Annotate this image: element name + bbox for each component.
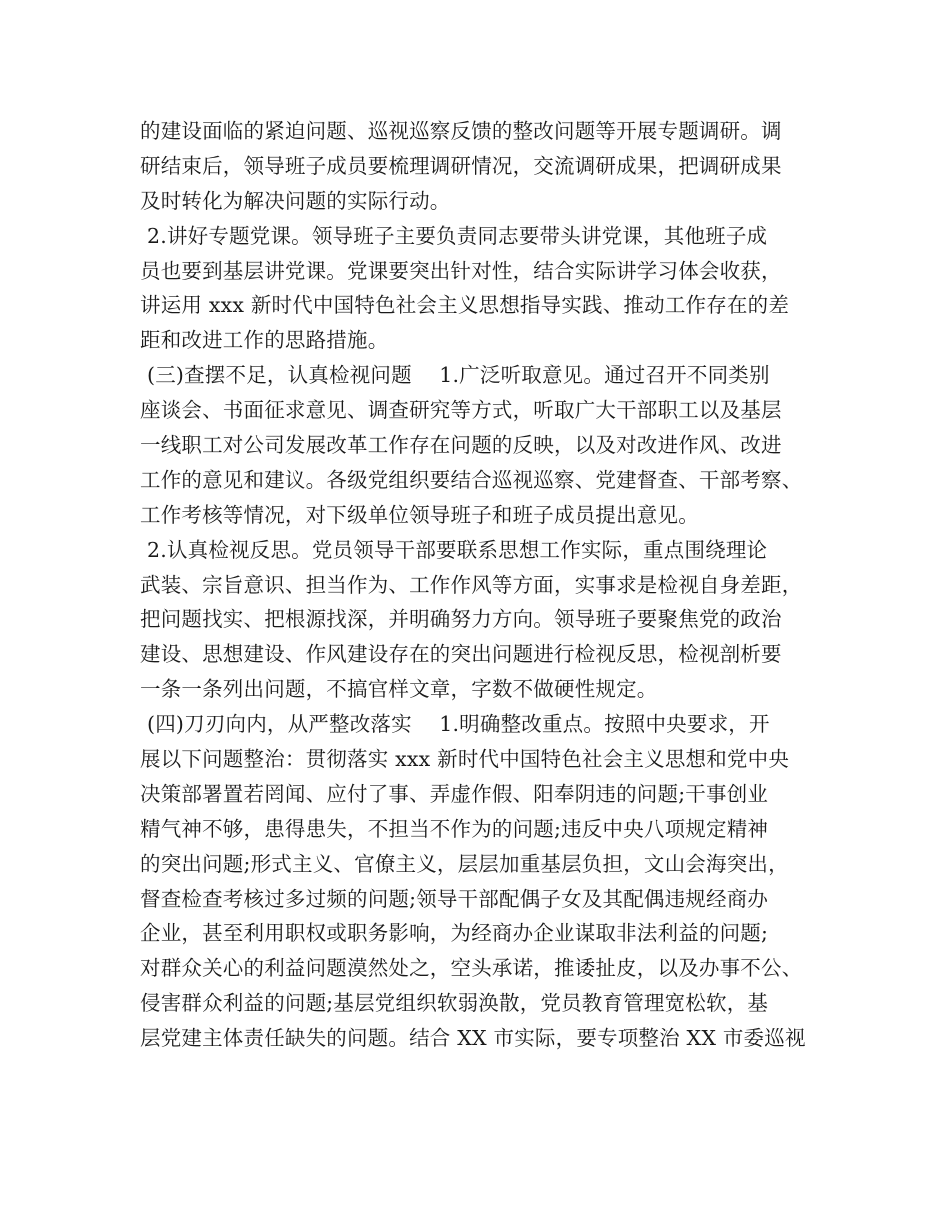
text-line: 座谈会、书面征求意见、调查研究等方式，听取广大干部职工以及基层 bbox=[140, 398, 782, 423]
text-line: 督查检查考核过多过频的问题;领导干部配偶子女及其配偶违规经商办 bbox=[140, 886, 769, 911]
text-line: (四)刀刃向内，从严整改落实 1.明确整改重点。按照中央要求，开 bbox=[147, 712, 770, 737]
text-line: 一条一条列出问题，不搞官样文章，字数不做硬性规定。 bbox=[140, 677, 658, 702]
text-line: 层党建主体责任缺失的问题。结合 XX 市实际，要专项整治 XX 市委巡视 bbox=[140, 1026, 806, 1051]
text-line: 员也要到基层讲党课。党课要突出针对性，结合实际讲学习体会收获， bbox=[140, 258, 782, 283]
text-line: 及时转化为解决问题的实际行动。 bbox=[140, 188, 451, 213]
text-line: 对群众关心的利益问题漠然处之，空头承诺，推诿扯皮，以及办事不公、 bbox=[140, 956, 803, 981]
text-line: 讲运用 xxx 新时代中国特色社会主义思想指导实践、推动工作存在的差 bbox=[140, 293, 790, 318]
body-text bbox=[140, 114, 820, 1056]
text-line: 展以下问题整治：贯彻落实 xxx 新时代中国特色社会主义思想和党中央 bbox=[140, 747, 790, 772]
text-line: 的突出问题;形式主义、官僚主义，层层加重基层负担，文山会海突出， bbox=[140, 851, 789, 876]
text-line: 武装、宗旨意识、担当作为、工作作风等方面，实事求是检视自身差距， bbox=[140, 572, 803, 597]
text-line: 2.讲好专题党课。领导班子主要负责同志要带头讲党课，其他班子成 bbox=[147, 223, 768, 248]
text-line: 决策部署置若罔闻、应付了事、弄虚作假、阳奉阴违的问题;干事创业 bbox=[140, 781, 769, 806]
text-line: 2.认真检视反思。党员领导干部要联系思想工作实际，重点围绕理论 bbox=[147, 537, 768, 562]
text-line: 侵害群众利益的问题;基层党组织软弱涣散，党员教育管理宽松软，基 bbox=[140, 991, 769, 1016]
text-line: 一线职工对公司发展改革工作存在问题的反映，以及对改进作风、改进 bbox=[140, 433, 782, 458]
text-line: (三)查摆不足，认真检视问题 1.广泛听取意见。通过召开不同类别 bbox=[147, 363, 770, 388]
text-line: 工作的意见和建议。各级党组织要结合巡视巡察、党建督查、干部考察、 bbox=[140, 467, 803, 492]
text-line: 的建设面临的紧迫问题、巡视巡察反馈的整改问题等开展专题调研。调 bbox=[140, 119, 782, 143]
text-line: 工作考核等情况，对下级单位领导班子和班子成员提出意见。 bbox=[140, 502, 699, 527]
text-line: 建设、思想建设、作风建设存在的突出问题进行检视反思，检视剖析要 bbox=[140, 642, 782, 667]
text-line: 精气神不够，患得患失，不担当不作为的问题;违反中央八项规定精神 bbox=[140, 816, 769, 841]
text-line: 研结束后，领导班子成员要梳理调研情况，交流调研成果，把调研成果 bbox=[140, 153, 782, 178]
text-line: 距和改进工作的思路措施。 bbox=[140, 328, 389, 353]
text-line: 把问题找实、把根源找深，并明确努力方向。领导班子要聚焦党的政治 bbox=[140, 607, 782, 632]
text-line: 企业，甚至利用职权或职务影响，为经商办企业谋取非法利益的问题; bbox=[140, 921, 769, 946]
